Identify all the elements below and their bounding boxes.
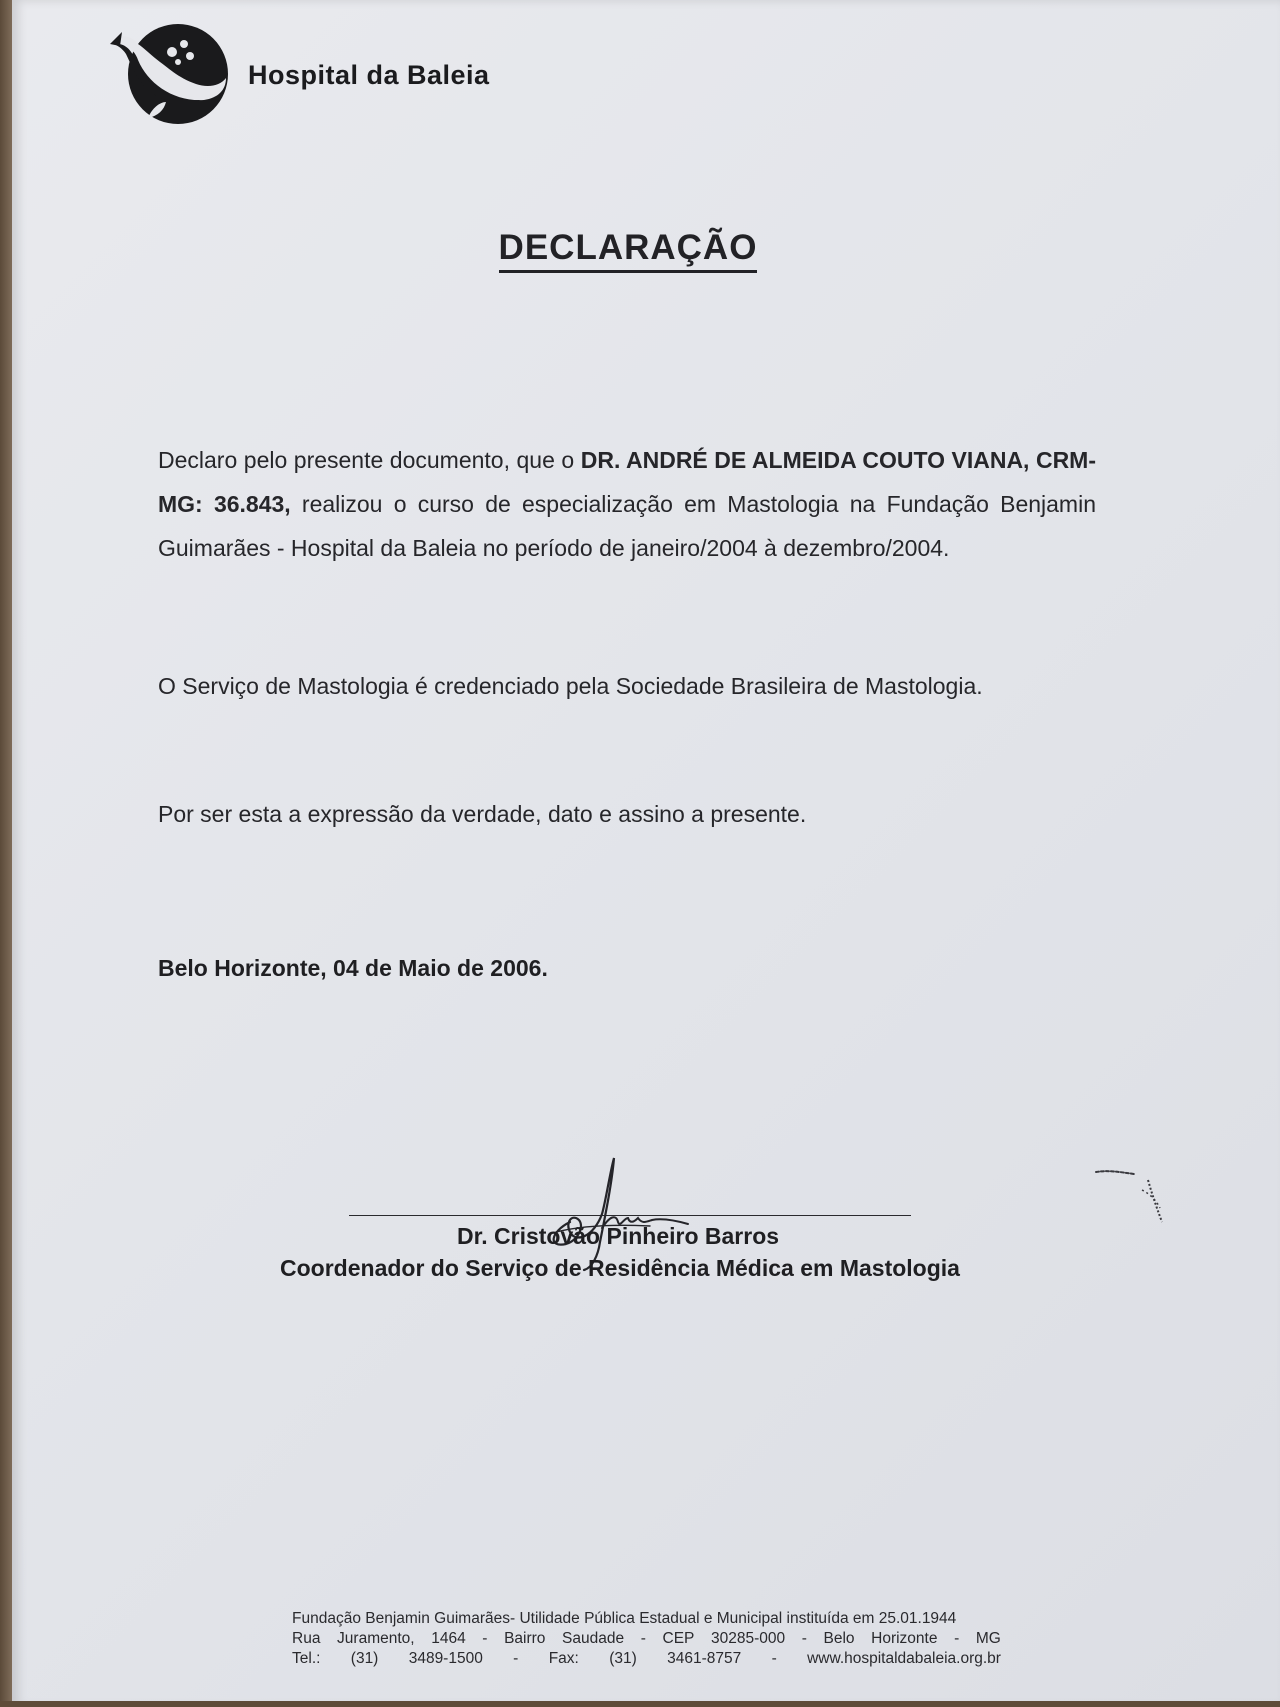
footer-word: (31) — [609, 1650, 637, 1667]
footer-line-contact — [292, 1649, 1001, 1669]
document-title — [0, 228, 1256, 273]
footer-word: Belo — [823, 1630, 855, 1647]
page-bottom-edge — [0, 1701, 1280, 1707]
footer-word: Rua — [292, 1630, 321, 1647]
signatory-name — [0, 1223, 1256, 1250]
date-line: Belo Horizonte, 04 de Maio de 2006. — [158, 955, 548, 981]
footer-word: Tel.: — [292, 1650, 321, 1667]
footer-word: Fax: — [548, 1650, 579, 1667]
footer-word: - — [771, 1650, 777, 1667]
footer-word: (31) — [350, 1650, 379, 1667]
signatory-role — [0, 1255, 1256, 1282]
closing-paragraph: Por ser esta a expressão da verdade, dato e assino a presente. — [158, 801, 807, 827]
footer-word: - — [801, 1630, 807, 1647]
declaration-paragraph — [158, 438, 1096, 570]
footer-website: www.hospitaldabaleia.org.br — [807, 1650, 1001, 1667]
hospital-name: Hospital da Baleia — [248, 60, 490, 90]
footer-word: 30285-000 — [710, 1630, 786, 1647]
footer-word: - — [954, 1630, 960, 1647]
footer-word: MG — [975, 1630, 1001, 1647]
footer-word: Bairro — [504, 1630, 546, 1647]
footer-line-foundation: Fundação Benjamin Guimarães- Utilidade Pública Estadual e Municipal instituída em 25.01.1944 — [292, 1610, 957, 1627]
declaration-text-start: Declaro pelo presente documento, que o — [158, 447, 581, 473]
accreditation-paragraph: O Serviço de Mastologia é credenciado pela Sociedade Brasileira de Mastologia. — [158, 673, 983, 699]
footer — [292, 1609, 1001, 1669]
signatory-role-text: Coordenador do Serviço de Residência Médica em Mastologia — [280, 1255, 960, 1281]
footer-word: 1464 — [431, 1630, 466, 1647]
handwritten-signature — [540, 1152, 700, 1272]
footer-word: - — [513, 1650, 519, 1667]
footer-word: - — [640, 1630, 646, 1647]
document-title-text: DECLARAÇÃO — [499, 228, 758, 273]
doctor-name-crm: DR. ANDRÉ DE ALMEIDA COUTO VIANA, CRM-MG: 36.843, — [158, 447, 1096, 517]
declaration-text-end: realizou o curso de especialização em Mastologia na Fundação Benjamin Guimarães - Hospital da Baleia no período de janeiro/2004 à dezembro/2004. — [158, 491, 1096, 561]
footer-word: 3461-8757 — [667, 1650, 742, 1667]
footer-word: Juramento, — [337, 1630, 415, 1647]
whale-logo-icon — [108, 22, 232, 126]
ink-smudge — [1090, 1160, 1180, 1240]
footer-line-address — [292, 1629, 1001, 1649]
footer-word: CEP — [662, 1630, 695, 1647]
footer-word: Horizonte — [871, 1630, 938, 1647]
footer-word: 3489-1500 — [408, 1650, 483, 1667]
footer-word: - — [482, 1630, 488, 1647]
footer-word: Saudade — [562, 1630, 625, 1647]
signatory-name-text: Dr. Cristovão Pinheiro Barros — [456, 1223, 780, 1249]
